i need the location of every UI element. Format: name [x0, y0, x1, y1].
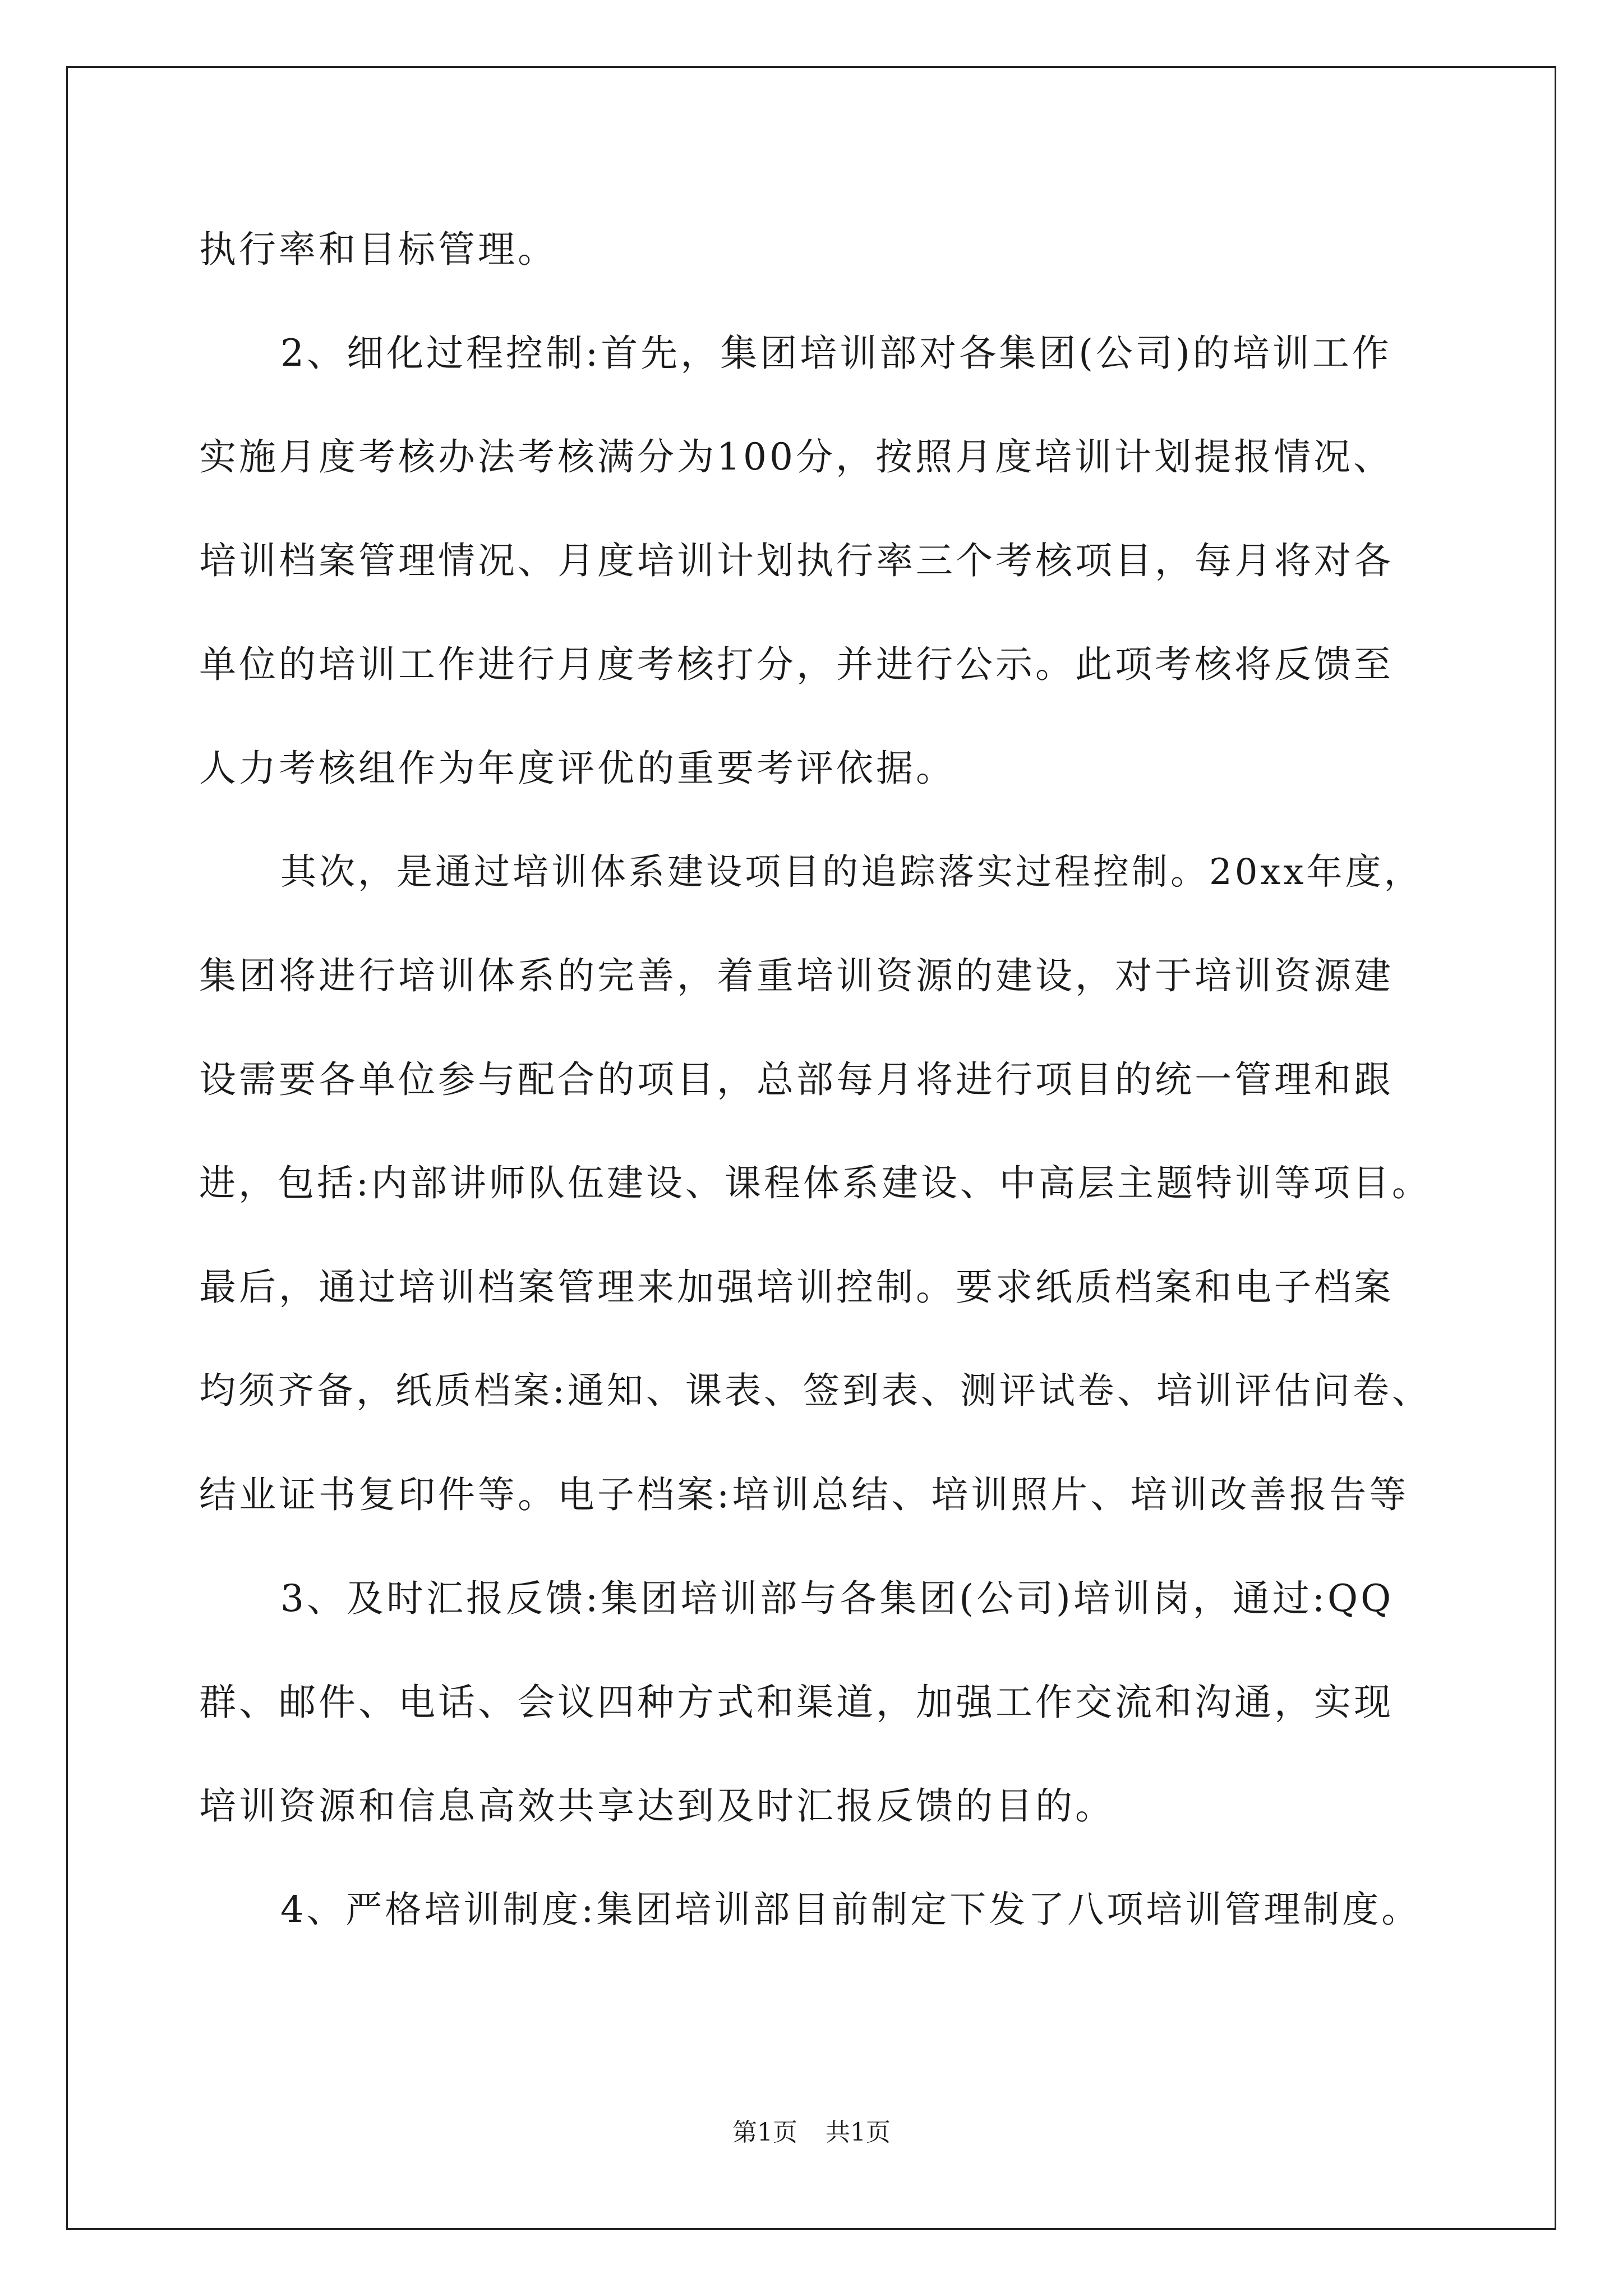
text-line-17: 4、严格培训制度:集团培训部目前制定下发了八项培训管理制度。: [280, 1889, 1421, 1931]
page-footer: [0, 2117, 1623, 2148]
text-line-4: 培训档案管理情况、月度培训计划执行率三个考核项目，每月将对各: [199, 539, 1394, 582]
text-line-3: 实施月度考核办法考核满分为100分，按照月度培训计划提报情况、: [199, 435, 1393, 478]
text-line-12: 均须齐备，纸质档案:通知、课表、签到表、测评试卷、培训评估问卷、: [199, 1370, 1431, 1412]
text-line-11: 最后，通过培训档案管理来加强培训控制。要求纸质档案和电子档案: [199, 1266, 1394, 1309]
page-number-total: 共1页: [826, 2118, 891, 2147]
text-line-9: 设需要各单位参与配合的项目，总部每月将进行项目的统一管理和跟: [199, 1058, 1394, 1101]
text-line-7: 其次，是通过培训体系建设项目的追踪落实过程控制。20xx年度，: [280, 852, 1423, 893]
text-line-10: 进，包括:内部讲师队伍建设、课程体系建设、中高层主题特训等项目。: [199, 1162, 1431, 1204]
text-line-14: 3、及时汇报反馈:集团培训部与各集团(公司)培训岗，通过:QQ: [280, 1577, 1394, 1620]
text-line-6: 人力考核组作为年度评优的重要考评依据。: [199, 747, 956, 790]
text-line-13: 结业证书复印件等。电子档案:培训总结、培训照片、培训改善报告等: [199, 1473, 1409, 1516]
text-line-1: 执行率和目标管理。: [199, 228, 557, 271]
text-line-16: 培训资源和信息高效共享达到及时汇报反馈的目的。: [199, 1784, 1115, 1828]
text-line-8: 集团将进行培训体系的完善，着重培训资源的建设，对于培训资源建: [199, 954, 1394, 997]
text-line-5: 单位的培训工作进行月度考核打分，并进行公示。此项考核将反馈至: [199, 643, 1394, 686]
text-line-2: 2、细化过程控制:首先，集团培训部对各集团(公司)的培训工作: [280, 332, 1392, 375]
page-number-current: 第1页: [732, 2118, 797, 2147]
text-line-15: 群、邮件、电话、会议四种方式和渠道，加强工作交流和沟通，实现: [199, 1681, 1394, 1724]
